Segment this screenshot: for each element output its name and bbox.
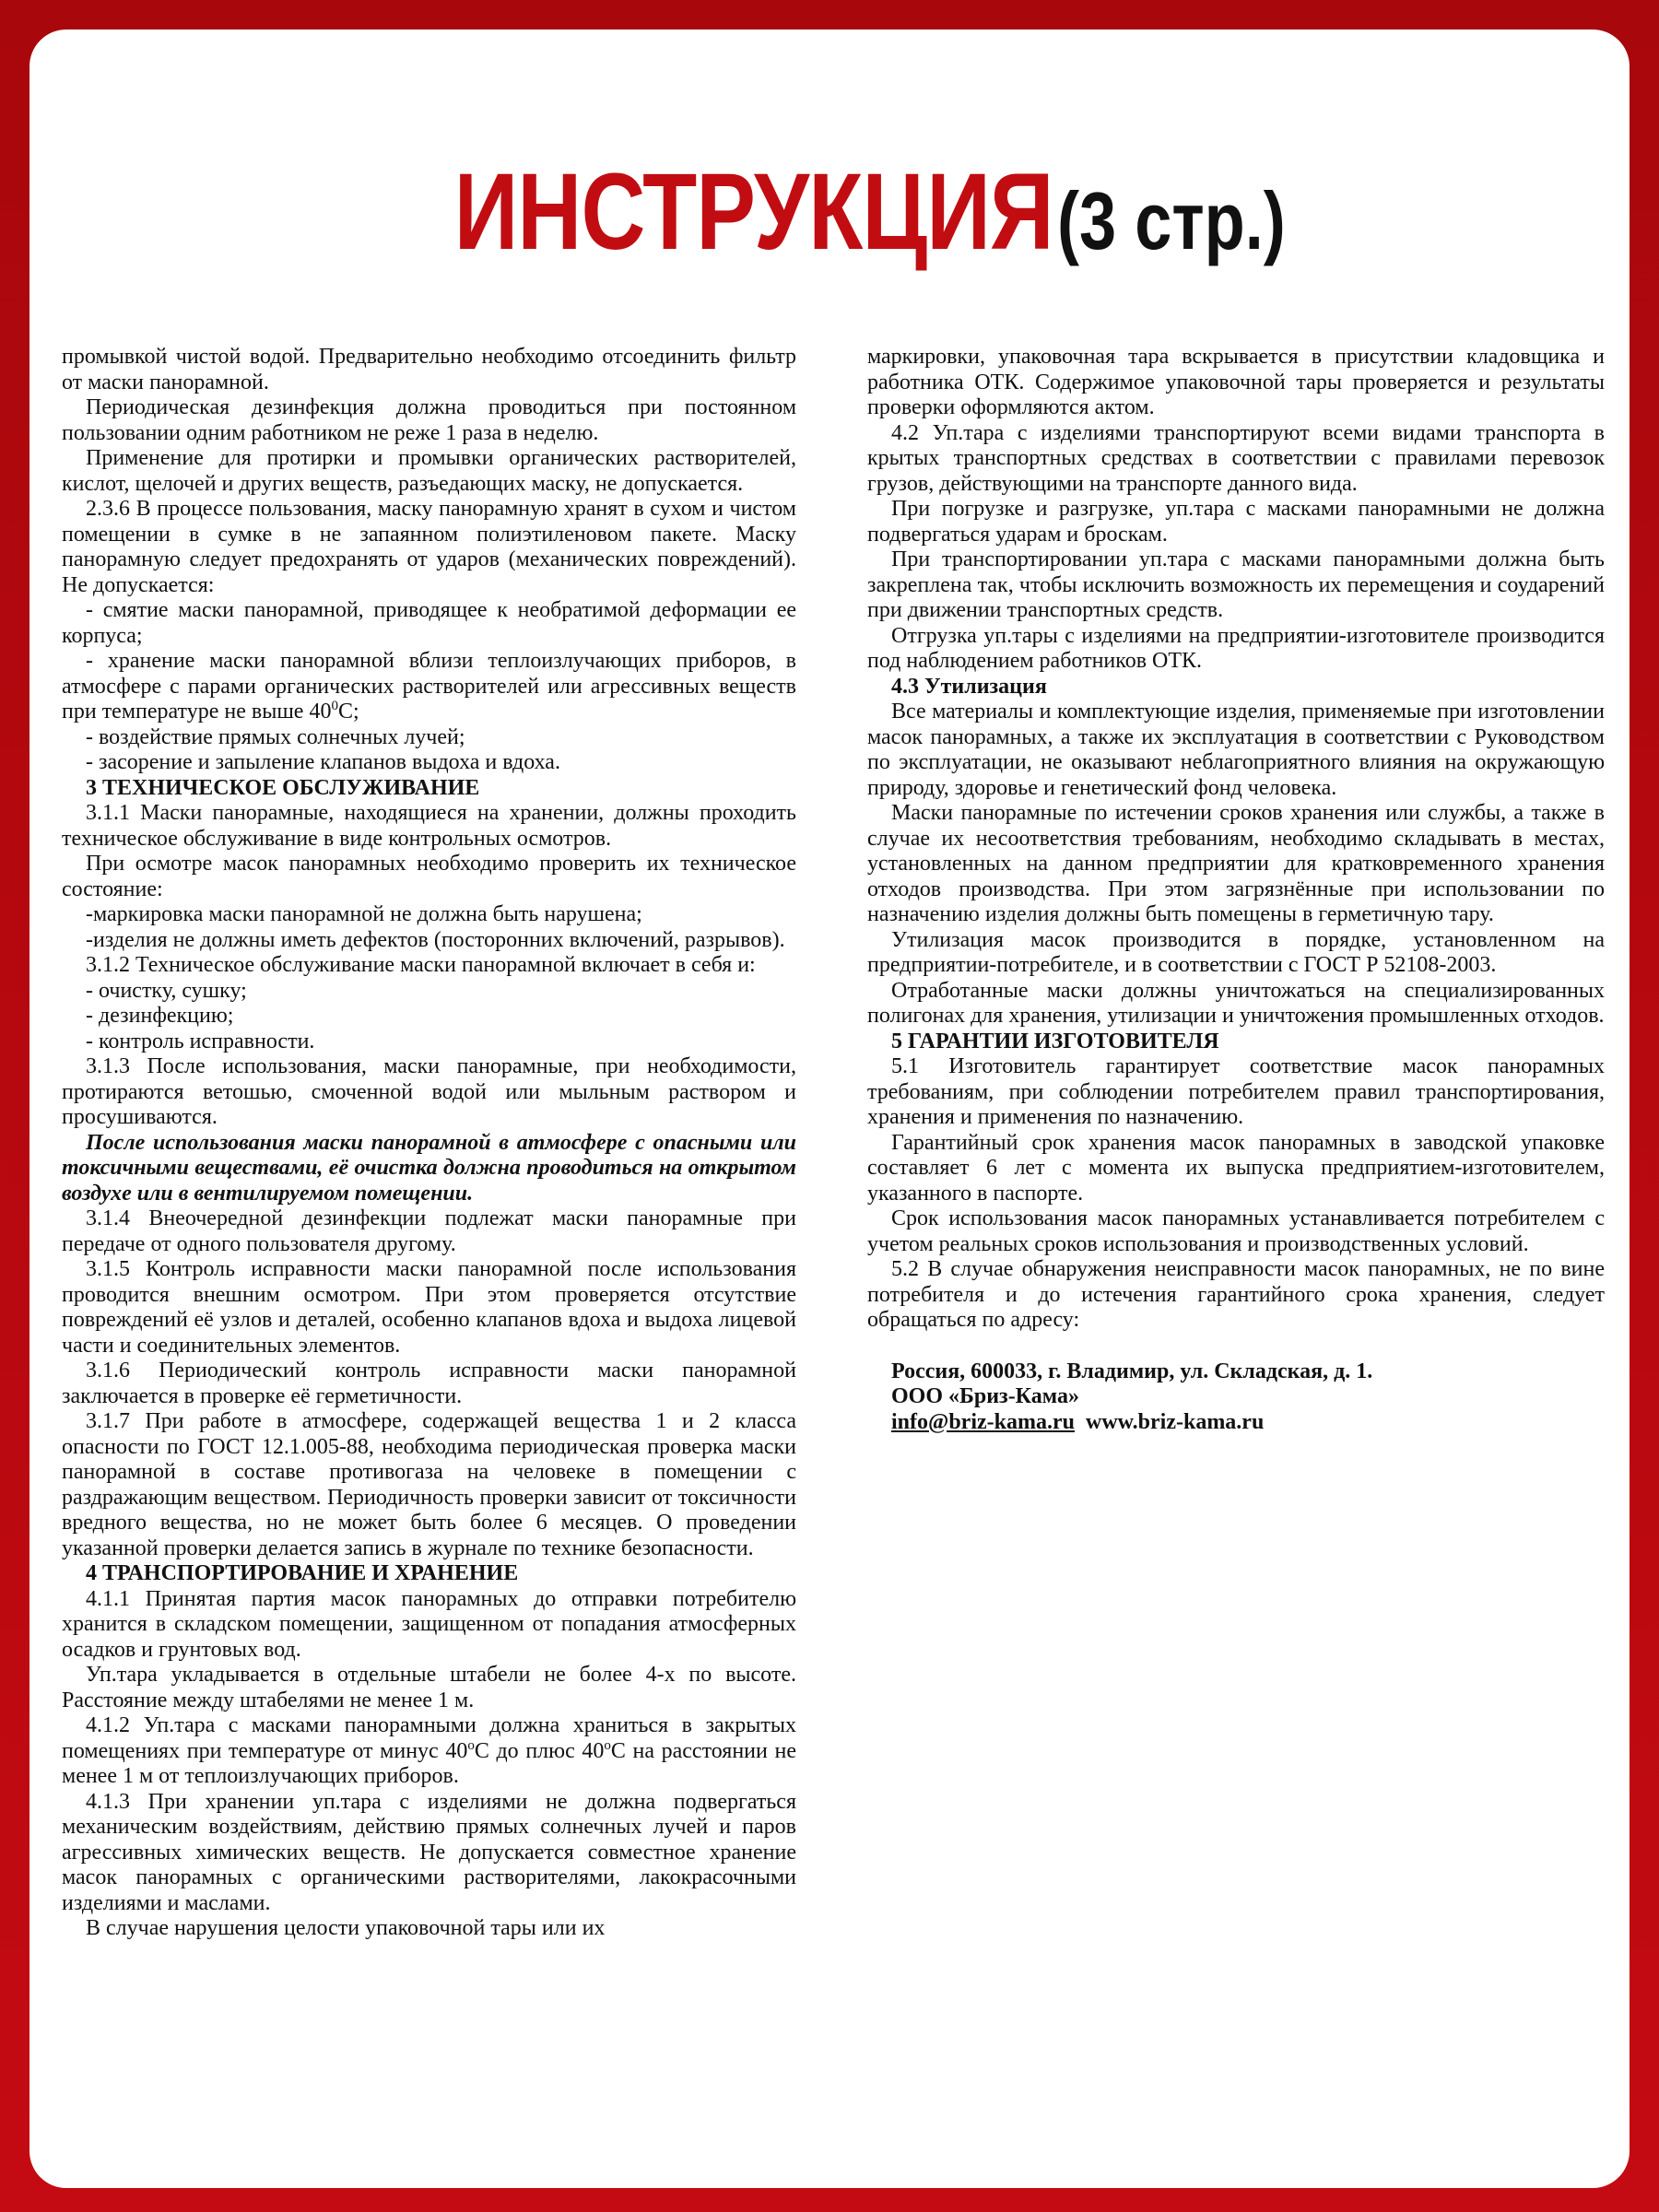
paragraph: маркировки, упаковочная тара вскрывается в присутствии кладовщика и работника ОТК. Содержимое упаковочной тары проверяется и результаты проверки оформляются актом. xyxy=(867,345,1605,419)
paragraph-3-1-5: 3.1.5 Контроль исправности маски панорамной после использования проводится внешним осмотром. При этом проверяется отсутствие повреждений её узлов и деталей, особенно клапанов вдоха и выдоха лицевой части и соединительных элементов. xyxy=(62,1257,796,1358)
contact-company: ООО «Бриз-Кама» xyxy=(891,1384,1079,1408)
warning-paragraph: После использования маски панорамной в атмосфере с опасными или токсичными веществами, её очистка должна проводиться на открытом воздухе или в вентилируемом помещении. xyxy=(62,1130,796,1206)
paragraph-2-3-6: 2.3.6 В процессе пользования, маску панорамную хранят в сухом и чистом помещении в сумке в не запаянном полиэтиленовом пакете. Маску панорамную следует предохранять от ударов (механических повреждений). Не допускается: xyxy=(62,497,796,597)
paragraph-5-2: 5.2 В случае обнаружения неисправности масок панорамных, не по вине потребителя и до истечения гарантийного срока хранения, следует обращаться по адресу: xyxy=(867,1257,1605,1332)
paragraph: При транспортировании уп.тара с масками панорамными должна быть закреплена так, чтобы исключить возможность их перемещения и соударений при движении транспортных средств. xyxy=(867,547,1605,622)
list-item: - очистку, сушку; xyxy=(86,978,247,1003)
paragraph-3-1-6: 3.1.6 Периодический контроль исправности маски панорамной заключается в проверке её герметичности. xyxy=(62,1359,796,1408)
paragraph: Уп.тара укладывается в отдельные штабели не более 4-х по высоте. Расстояние между штабелями не менее 1 м. xyxy=(62,1663,796,1712)
paragraph: промывкой чистой водой. Предварительно необходимо отсоединить фильтр от маски панорамной. xyxy=(62,345,796,394)
page-title xyxy=(29,149,1630,275)
manufacturer-contacts xyxy=(867,1359,1605,1436)
paragraph-4-1-3: 4.1.3 При хранении уп.тара с изделиями не должна подвергаться механическим воздействиям, действию прямых солнечных лучей и паров агрессивных химических веществ. Не допускается совместное хранение масок панорамных с органическими растворителями, лакокрасочными изделиями и маслами. xyxy=(62,1789,796,1915)
paragraph: В случае нарушения целости упаковочной тары или их xyxy=(86,1916,606,1940)
paragraph: Отгрузка уп.тары с изделиями на предприятии-изготовителе производится под наблюдением работников ОТК. xyxy=(867,623,1605,673)
list-item: - воздействие прямых солнечных лучей; xyxy=(86,724,465,749)
list-item: - дезинфекцию; xyxy=(86,1004,234,1028)
paragraph: Периодическая дезинфекция должна проводиться при постоянном пользовании одним работником не реже 1 раза в неделю. xyxy=(62,395,796,445)
list-item: - хранение маски панорамной вблизи теплоизлучающих приборов, в атмосфере с парами органических растворителей или агрессивных веществ при температуре не выше $40^0С$; xyxy=(62,649,796,724)
list-item: - смятие маски панорамной, приводящее к необратимой деформации ее корпуса; xyxy=(62,598,796,648)
title-main: ИНСТРУКЦИЯ xyxy=(454,151,1054,273)
contact-address: Россия, 600033, г. Владимир, ул. Складская, д. 1. xyxy=(891,1359,1373,1383)
list-item: - засорение и запыление клапанов выдоха и вдоха. xyxy=(86,750,560,774)
section-heading-5: 5 ГАРАНТИИ ИЗГОТОВИТЕЛЯ xyxy=(891,1029,1219,1053)
left-column xyxy=(62,345,796,1942)
list-item: - контроль исправности. xyxy=(86,1029,315,1053)
title-page-number: (3 стр.) xyxy=(1057,175,1287,266)
section-heading-4: 4 ТРАНСПОРТИРОВАНИЕ И ХРАНЕНИЕ xyxy=(86,1561,519,1585)
email-link[interactable]: info@briz-kama.ru xyxy=(891,1409,1075,1434)
paragraph: При погрузке и разгрузке, уп.тара с масками панорамными не должна подвергаться ударам и броскам. xyxy=(867,497,1605,547)
paragraph: Применение для протирки и промывки органических растворителей, кислот, щелочей и других веществ, разъедающих маску, не допускается. xyxy=(62,446,796,496)
paragraph: Срок использования масок панорамных устанавливается потребителем с учетом реальных сроков использования и производственных условий. xyxy=(867,1206,1605,1256)
paragraph-3-1-4: 3.1.4 Внеочередной дезинфекции подлежат маски панорамные при передаче от одного пользователя другому. xyxy=(62,1206,796,1256)
paragraph-3-1-1: 3.1.1 Маски панорамные, находящиеся на хранении, должны проходить техническое обслуживание в виде контрольных осмотров. xyxy=(62,801,796,851)
paragraph: Утилизация масок производится в порядке, установленном на предприятии-потребителе, и в соответствии с ГОСТ Р 52108-2003. xyxy=(867,927,1605,977)
contact-web xyxy=(891,1410,1605,1436)
paragraph-4-1-2: 4.1.2 Уп.тара с масками панорамными должна храниться в закрытых помещениях при температуре от минус $40^оС$ до плюс $40^оС$ на расстоянии не менее 1 м от теплоизлучающих приборов. xyxy=(62,1713,797,1788)
website-link[interactable]: www.briz-kama.ru xyxy=(1085,1409,1265,1434)
paragraph-3-1-3: 3.1.3 После использования, маски панорамные, при необходимости, протираются ветошью, смоченной водой или мыльным раствором и просушиваются. xyxy=(62,1054,796,1129)
list-item: -изделия не должны иметь дефектов (посторонних включений, разрывов). xyxy=(86,927,785,952)
paragraph: Гарантийный срок хранения масок панорамных в заводской упаковке составляет 6 лет с момента их выпуска предприятием-изготовителем, указанного в паспорте. xyxy=(867,1130,1605,1206)
paragraph-4-2: 4.2 Уп.тара с изделиями транспортируют всеми видами транспорта в крытых транспортных средствах в соответствии с правилами перевозок грузов, действующими на транспорте данного вида. xyxy=(867,420,1605,496)
paragraph-4-1-1: 4.1.1 Принятая партия масок панорамных до отправки потребителю хранится в складском помещении, защищенном от попадания атмосферных осадков и грунтовых вод. xyxy=(62,1586,796,1662)
section-heading-4-3: 4.3 Утилизация xyxy=(891,674,1047,699)
paragraph: Маски панорамные по истечении сроков хранения или службы, а также в случае их несоответствия требованиям, необходимо складывать в местах, установленных на данном предприятии для кратковременного хранения отходов производства. При этом загрязнённые при использовании по назначению изделия должны быть помещены в герметичную тару. xyxy=(867,801,1605,926)
paragraph: При осмотре масок панорамных необходимо проверить их техническое состояние: xyxy=(62,852,796,901)
paragraph-3-1-2: 3.1.2 Техническое обслуживание маски панорамной включает в себя и: xyxy=(86,953,756,977)
paragraph-5-1: 5.1 Изготовитель гарантирует соответствие масок панорамных требованиям, при соблюдении потребителем правил транспортирования, хранения и применения по назначению. xyxy=(867,1054,1605,1129)
paragraph-3-1-7: 3.1.7 При работе в атмосфере, содержащей вещества 1 и 2 класса опасности по ГОСТ 12.1.005-88, необходима периодическая проверка маски панорамной в составе противогаза на человеке в помещении с раздражающим веществом. Периодичность проверки зависит от токсичности вредного вещества, но не может быть более 6 месяцев. О проведении указанной проверки делается запись в журнале по технике безопасности. xyxy=(62,1409,796,1560)
paragraph: Отработанные маски должны уничтожаться на специализированных полигонах для хранения, утилизации и уничтожения промышленных отходов. xyxy=(867,978,1605,1028)
list-item: -маркировка маски панорамной не должна быть нарушена; xyxy=(86,902,642,926)
section-heading-3: 3 ТЕХНИЧЕСКОЕ ОБСЛУЖИВАНИЕ xyxy=(86,775,480,800)
instruction-page xyxy=(29,29,1630,2188)
paragraph: Все материалы и комплектующие изделия, применяемые при изготовлении масок панорамных, а также их эксплуатация в соответствии с Руководством по эксплуатации, не оказывают неблагоприятного влияния на окружающую природу, здоровье и генетический фонд человека. xyxy=(867,700,1605,800)
right-column xyxy=(867,345,1605,1435)
